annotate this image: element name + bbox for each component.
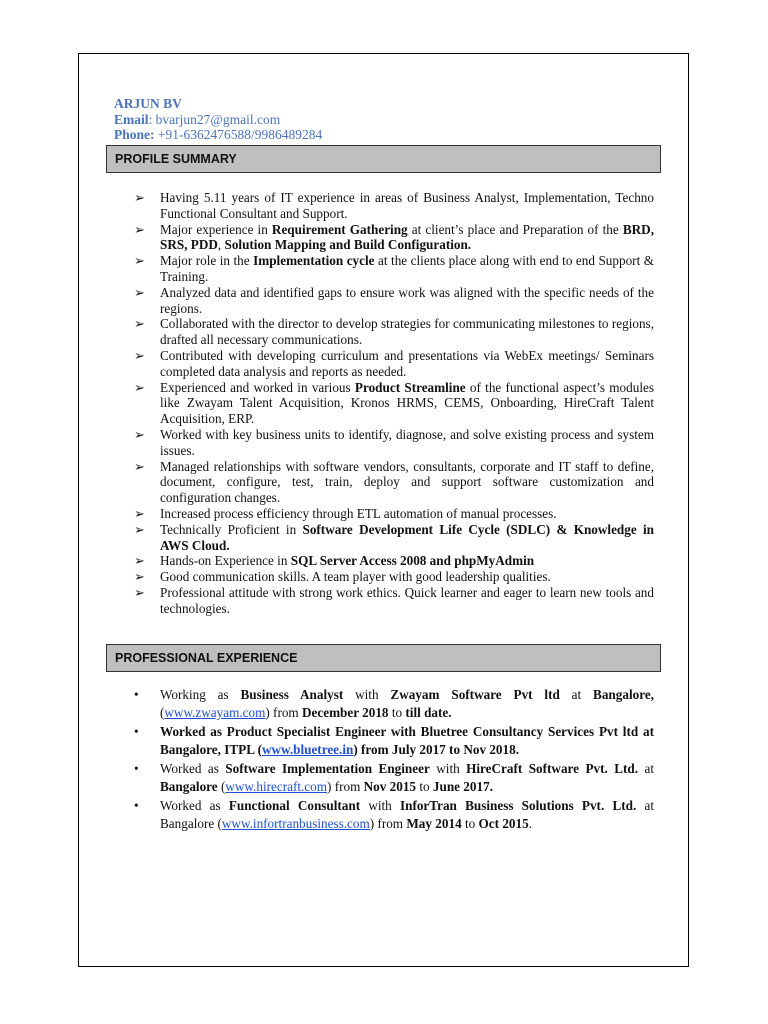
item-text: to [461, 816, 479, 831]
item-text: Professional attitude with strong work ethics. Quick learner and eager to learn new tools and technologies. [160, 584, 654, 616]
section-header-professional-experience: PROFESSIONAL EXPERIENCE [106, 644, 661, 672]
item-text-bold: BRD, SRS, PDD [160, 221, 654, 253]
arrow-icon: ➢ [134, 584, 146, 600]
item-text-bold: Implementation cycle [253, 253, 375, 269]
arrow-icon: ➢ [134, 379, 146, 395]
item-text: Worked as [160, 761, 226, 776]
bullet-icon: • [134, 798, 139, 813]
item-text: at [638, 761, 654, 776]
section-header-profile-summary: PROFILE SUMMARY [106, 145, 661, 173]
item-text: Major experience in [160, 221, 272, 237]
item-text: at the clients place along with end to end Support & Training. [160, 253, 654, 284]
list-item [134, 316, 654, 348]
item-text: with [360, 798, 400, 813]
item-text-bold: SQL Server Access 2008 and phpMyAdmin [290, 553, 535, 569]
item-text: to [388, 705, 406, 720]
item-text-bold: Software Implementation Engineer [225, 761, 430, 776]
item-text-bold: Worked as Product Specialist Engineer with Bluetree Consultancy Services Pvt ltd at Bangalore, ITPL ( [160, 724, 654, 757]
item-text: at client’s place and Preparation of the [407, 221, 623, 237]
item-text: Worked as [160, 798, 229, 813]
email-value[interactable]: bvarjun27@gmail.com [155, 111, 281, 127]
list-item [134, 569, 654, 585]
item-text: Having 5.11 years of IT experience in areas of Business Analyst, Implementation, Techno Functional Consultant and Support. [160, 190, 654, 221]
item-text-bold: May 2014 [406, 816, 462, 831]
item-text-bold: Business Analyst [240, 687, 344, 702]
item-text-bold: HireCraft Software Pvt. Ltd. [466, 761, 639, 776]
item-text-bold: Nov 2015 [363, 779, 417, 794]
list-item [134, 253, 654, 285]
item-text-bold: Requirement Gathering [271, 221, 408, 237]
item-text-bold: Product Streamline [354, 379, 466, 395]
bullet-icon: • [134, 687, 139, 702]
item-text: with [343, 687, 391, 702]
arrow-icon: ➢ [134, 253, 146, 269]
arrow-icon: ➢ [134, 284, 146, 300]
company-link[interactable]: www.infortranbusiness.com [221, 816, 370, 831]
item-text-bold: Zwayam Software Pvt ltd [390, 687, 560, 702]
experience-list [134, 686, 654, 834]
item-text: to [416, 779, 433, 794]
item-text: at [559, 687, 594, 702]
item-text: at Bangalore ( [160, 798, 654, 831]
item-text: Increased process efficiency through ETL automation of manual processes. [160, 505, 557, 521]
item-text: ( [217, 779, 226, 794]
list-item [134, 797, 654, 833]
list-item [134, 380, 654, 427]
list-item [134, 427, 654, 459]
item-text: Collaborated with the director to develop strategies for communicating milestones to regions, drafted all necessary communications. [160, 316, 654, 348]
arrow-icon: ➢ [134, 505, 146, 521]
arrow-icon: ➢ [134, 426, 146, 442]
list-item [134, 285, 654, 317]
item-text: Contributed with developing curriculum and presentations via WebEx meetings/ Seminars completed data analysis and reports as needed. [160, 347, 654, 379]
item-text-bold: Oct 2015 [478, 816, 529, 831]
list-item [134, 506, 654, 522]
email-line: Email: bvarjun27@gmail.com [114, 111, 281, 127]
item-text-bold: Functional Consultant [228, 798, 361, 813]
list-item [134, 553, 654, 569]
item-text: Worked with key business units to identify, diagnose, and solve existing process and system issues. [160, 426, 654, 458]
item-text-bold: InforTran Business Solutions Pvt. Ltd. [399, 798, 637, 813]
item-text-bold: December 2018 [301, 705, 389, 720]
item-text: ) from [369, 816, 407, 831]
item-text-bold: June 2017. [432, 779, 493, 794]
item-text-bold: Bangalore [160, 779, 218, 794]
item-text: Hands-on Experience in [160, 553, 291, 569]
item-text-bold: Software Development Life Cycle (SDLC) & Knowledge in AWS Cloud. [160, 521, 654, 553]
email-label: Email [114, 111, 149, 127]
list-item [134, 585, 654, 617]
company-link[interactable]: www.bluetree.in [261, 742, 354, 757]
phone-label: Phone: [114, 127, 155, 142]
item-text-bold: till date. [405, 705, 452, 720]
arrow-icon: ➢ [134, 553, 146, 569]
item-text-bold: Solution Mapping and Build Configuration. [224, 237, 472, 253]
bullet-icon: • [134, 724, 139, 739]
item-text: . [528, 816, 533, 831]
list-item [134, 459, 654, 506]
list-item [134, 222, 654, 254]
arrow-icon: ➢ [134, 221, 146, 237]
item-text: Analyzed data and identified gaps to ensure work was aligned with the specific needs of the regions. [160, 284, 654, 316]
phone-line [114, 127, 322, 143]
item-text-bold: ) from July 2017 to Nov 2018. [353, 742, 520, 757]
item-text-bold: Bangalore, [593, 687, 654, 702]
item-text: ) from [327, 779, 364, 794]
bullet-icon: • [134, 761, 139, 776]
item-text: Experienced and worked in various [160, 379, 355, 395]
phone-value: +91-6362476588/9986489284 [157, 127, 323, 142]
arrow-icon: ➢ [134, 347, 146, 363]
item-text: ) from [265, 705, 302, 720]
item-text: with [429, 761, 467, 776]
item-text: Good communication skills. A team player with good leadership qualities. [160, 569, 551, 585]
contact-block [114, 96, 322, 143]
list-item [134, 348, 654, 380]
item-text: , [217, 237, 225, 253]
item-text: ( [160, 705, 165, 720]
company-link[interactable]: www.hirecraft.com [225, 779, 328, 794]
list-item [134, 760, 654, 796]
list-item [134, 190, 654, 222]
candidate-name: ARJUN BV [114, 96, 182, 111]
list-item [134, 723, 654, 759]
arrow-icon: ➢ [134, 521, 146, 537]
item-text: Managed relationships with software vendors, consultants, corporate and IT staff to define, document, configure, test, train, deploy and support software customization and configuration changes. [160, 458, 654, 506]
item-text: Working as [160, 687, 241, 702]
company-link[interactable]: www.zwayam.com [164, 705, 266, 720]
list-item [134, 686, 654, 722]
arrow-icon: ➢ [134, 316, 146, 332]
item-text: Major role in the [160, 253, 254, 269]
list-item [134, 522, 654, 554]
arrow-icon: ➢ [134, 458, 146, 474]
profile-summary-list [134, 190, 654, 617]
arrow-icon: ➢ [134, 190, 146, 205]
item-text: Technically Proficient in [160, 521, 303, 537]
arrow-icon: ➢ [134, 569, 146, 585]
item-text: of the functional aspect’s modules like Zwayam Talent Acquisition, Kronos HRMS, CEMS, Onboarding, HireCraft Talent Acquisition, ERP. [160, 379, 654, 427]
